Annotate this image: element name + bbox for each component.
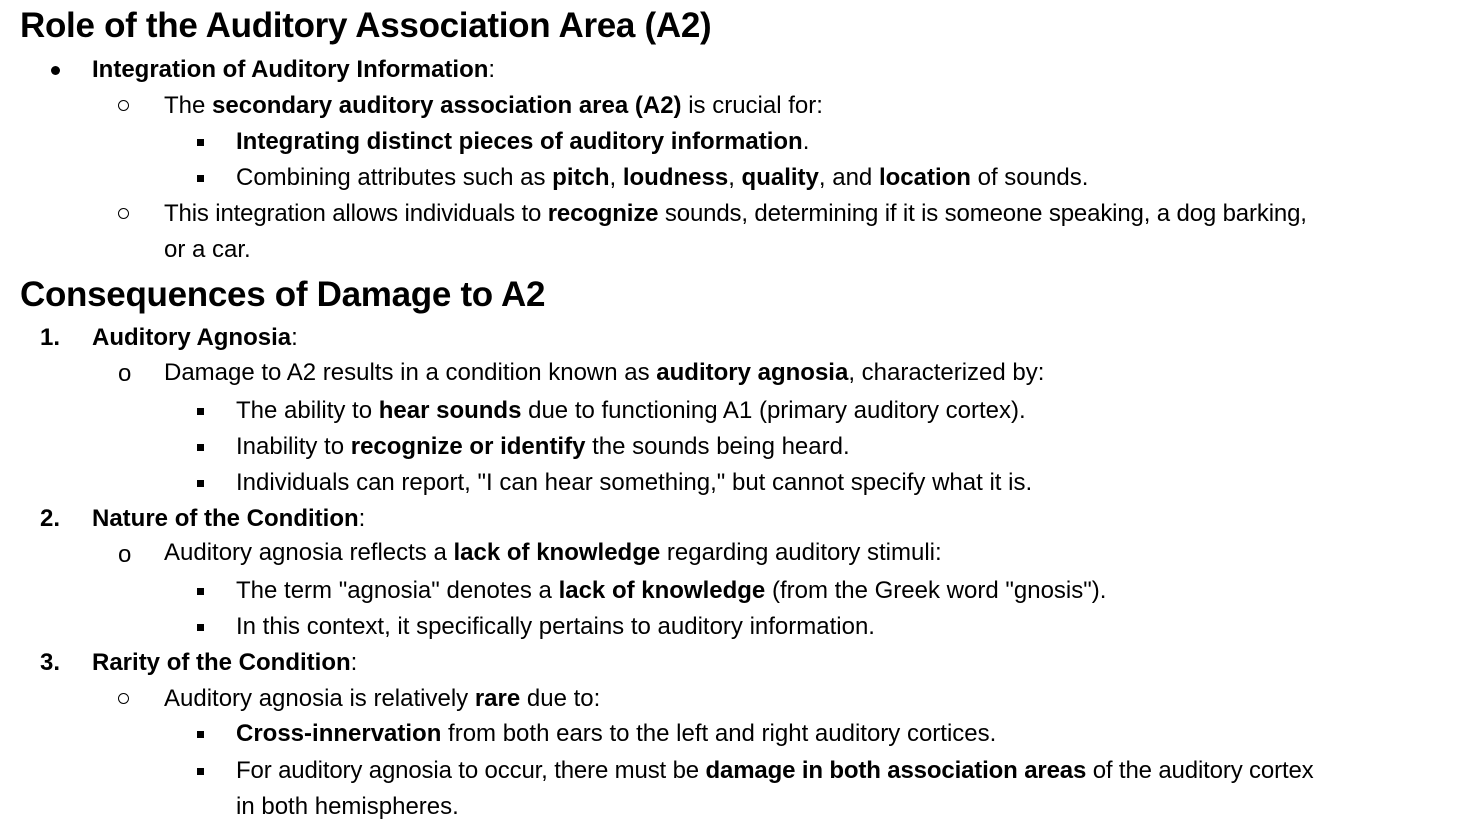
text-run-bold: recognize or identify (350, 433, 586, 460)
text-run: , (728, 164, 742, 191)
text-run: Combining attributes such as (236, 164, 553, 191)
text-run: Auditory agnosia is relatively (164, 685, 475, 712)
list-number-text: 1. (40, 324, 61, 351)
text-run: due to: (520, 685, 601, 712)
text-run-bold: hear sounds (378, 397, 522, 424)
text-run-bold: Cross-innervation (236, 720, 442, 747)
numbered-item-auditory-agnosia (92, 320, 298, 356)
text-run-bold: location (878, 164, 971, 191)
text-run: Damage to A2 results in a condition known as (164, 359, 657, 386)
text-run: of the auditory cortex (1086, 757, 1314, 784)
text-run: For auditory agnosia to occur, there must be (236, 757, 706, 784)
text-run: , characterized by: (848, 359, 1045, 386)
sub-sub-item-cross-innervation (236, 716, 996, 752)
text-run: sounds, determining if it is someone speaking, a dog barking, (658, 200, 1307, 227)
text-run-bold: Integrating distinct pieces of auditory information (236, 128, 803, 155)
bullet-letter-o-text: o (118, 541, 132, 568)
sub-sub-item-both-areas (236, 753, 1314, 789)
bullet-square-icon (197, 465, 205, 501)
text-run-bold: pitch (552, 164, 610, 191)
numbered-item-rarity (92, 645, 357, 681)
text-run-bold: quality (741, 164, 819, 191)
sub-sub-item-inability (236, 429, 850, 465)
text-run: the sounds being heard. (585, 433, 850, 460)
text-run: is crucial for: (681, 92, 823, 119)
text-run-bold: recognize (547, 200, 659, 227)
list-item-label: Rarity of the Condition (92, 649, 351, 676)
bullet-letter-o-icon (118, 537, 132, 573)
text-run-bold: lack of knowledge (453, 539, 661, 566)
text-run: . (802, 128, 810, 155)
text-run-bold: rare (474, 685, 521, 712)
text-run: of sounds. (970, 164, 1089, 191)
list-item-colon: : (350, 649, 358, 676)
bullet-letter-o-text: o (118, 360, 132, 387)
text-run-bold: damage in both association areas (705, 757, 1087, 784)
text-run: The term "agnosia" denotes a (236, 577, 559, 604)
sub-sub-item-context (236, 609, 875, 645)
text-run: (from the Greek word "gnosis"). (765, 577, 1107, 604)
text-run-bold: loudness (622, 164, 729, 191)
text-run-bold: lack of knowledge (558, 577, 766, 604)
bullet-circle-icon (118, 88, 132, 124)
list-item-colon: : (291, 324, 298, 351)
sub-sub-item-report (236, 465, 1032, 501)
list-item-label: Integration of Auditory Information (92, 56, 489, 83)
bullet-square-icon (197, 124, 205, 160)
sub-item-a2-crucial (164, 88, 823, 124)
bullet-letter-o-icon (118, 356, 132, 392)
text-run: or a car. (164, 236, 251, 263)
bullet-square-icon (197, 573, 205, 609)
sub-sub-item-hear-sounds (236, 393, 1026, 429)
bullet-circle-icon (118, 196, 132, 232)
text-run: In this context, it specifically pertains to auditory information. (236, 613, 875, 640)
text-run: from both ears to the left and right auditory cortices. (441, 720, 997, 747)
bullet-circle-icon (118, 681, 132, 717)
bullet-square-icon (197, 429, 205, 465)
list-number-text: 3. (40, 649, 61, 676)
bullet-square-icon (197, 753, 205, 789)
sub-item-lack-knowledge (164, 535, 942, 571)
bullet-disc-icon (51, 52, 63, 88)
text-run: regarding auditory stimuli: (660, 539, 942, 566)
sub-sub-item-integrating (236, 124, 809, 160)
list-number-text: 2. (40, 505, 61, 532)
text-run: Auditory agnosia reflects a (164, 539, 454, 566)
list-item-colon: : (488, 56, 496, 83)
list-number (40, 645, 70, 681)
text-run: Inability to (236, 433, 351, 460)
text-run: The ability to (236, 397, 379, 424)
sub-item-rare (164, 681, 600, 717)
text-run-bold: auditory agnosia (656, 359, 849, 386)
text-run-bold: secondary auditory association area (A2) (212, 92, 682, 119)
sub-sub-item-both-areas-line2 (236, 789, 459, 825)
list-item-label: Nature of the Condition (92, 505, 359, 532)
text-run: due to functioning A1 (primary auditory cortex). (521, 397, 1026, 424)
sub-item-recognize-line2 (164, 232, 251, 268)
section-heading-consequences: Consequences of Damage to A2 (20, 275, 546, 314)
text-run: This integration allows individuals to (164, 200, 548, 227)
text-run: The (164, 92, 213, 119)
sub-item-recognize (164, 196, 1307, 232)
text-run: , and (818, 164, 879, 191)
bullet-square-icon (197, 393, 205, 429)
bullet-square-icon (197, 609, 205, 645)
section-heading-role: Role of the Auditory Association Area (A2) (20, 6, 712, 45)
numbered-item-nature (92, 501, 365, 537)
sub-sub-item-agnosia-term (236, 573, 1106, 609)
bullet-square-icon (197, 716, 205, 752)
list-item-integration (92, 52, 495, 88)
list-item-colon: : (358, 505, 366, 532)
list-number (40, 501, 70, 537)
list-item-label: Auditory Agnosia (92, 324, 292, 351)
sub-item-damage-a2 (164, 355, 1044, 391)
text-run: in both hemispheres. (236, 793, 459, 820)
bullet-square-icon (197, 160, 205, 196)
list-number (40, 320, 70, 356)
text-run: , (609, 164, 623, 191)
sub-sub-item-combining (236, 160, 1088, 196)
text-run: Individuals can report, "I can hear something," but cannot specify what it is. (236, 469, 1033, 496)
